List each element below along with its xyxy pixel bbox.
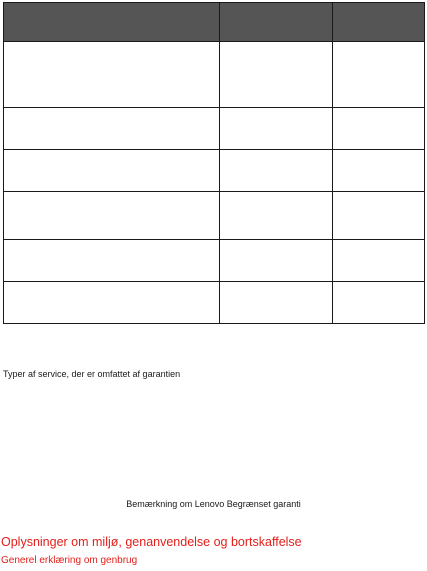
- table-caption: Typer af service, der er omfattet af garantien: [3, 369, 181, 379]
- table-cell: [333, 282, 425, 324]
- table-cell: [333, 42, 425, 108]
- warranty-table: [3, 2, 425, 324]
- table-header-row: [4, 3, 425, 42]
- table-cell: [220, 282, 333, 324]
- section-heading: Oplysninger om miljø, genanvendelse og bortskaffelse: [1, 535, 302, 549]
- table-cell: [333, 150, 425, 192]
- table-cell: [220, 42, 333, 108]
- table-row: [4, 108, 425, 150]
- warranty-note: Bemærkning om Lenovo Begrænset garanti: [126, 499, 301, 509]
- table-header-cell: [4, 3, 220, 42]
- table-cell: [220, 108, 333, 150]
- table-row: [4, 42, 425, 108]
- table-row: [4, 192, 425, 240]
- table-cell: [4, 108, 220, 150]
- table-row: [4, 282, 425, 324]
- table-row: [4, 150, 425, 192]
- table-row: [4, 240, 425, 282]
- table-cell: [220, 192, 333, 240]
- table-header-cell: [333, 3, 425, 42]
- table-cell: [4, 240, 220, 282]
- table-cell: [4, 42, 220, 108]
- table-cell: [4, 282, 220, 324]
- table-header-cell: [220, 3, 333, 42]
- table-cell: [333, 240, 425, 282]
- table-cell: [220, 150, 333, 192]
- section-subheading: Generel erklæring om genbrug: [1, 555, 138, 566]
- table-cell: [4, 192, 220, 240]
- table-cell: [220, 240, 333, 282]
- table-cell: [4, 150, 220, 192]
- table-cell: [333, 192, 425, 240]
- table-cell: [333, 108, 425, 150]
